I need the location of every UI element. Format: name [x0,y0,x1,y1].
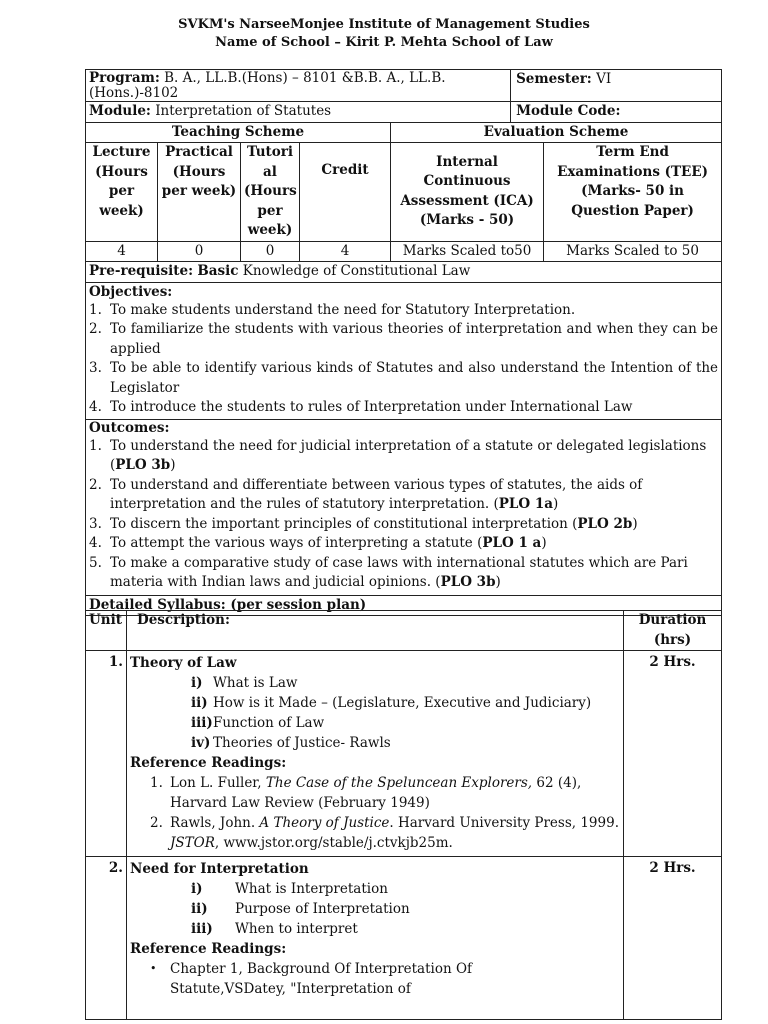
evaluation-scheme-heading: Evaluation Scheme [391,122,722,143]
prerequisite-label: Pre-requisite: [89,263,194,279]
syllabus-title: Detailed Syllabus: (per session plan) [86,595,722,616]
reference-item: 1. Lon L. Fuller, The Case of the Speluncean Explorers, 62 (4), Harvard Law Review (February 1949) [150,775,582,811]
topic-item: i) What is Law [191,675,298,691]
unit-description [127,857,624,1020]
credit-value: 4 [300,241,391,262]
module-code-cell [511,102,722,123]
semester-value: VI [596,71,612,87]
practical-header: Practical (Hours per week) [158,143,241,242]
outcomes-title: Outcomes: [89,419,170,436]
topic-item: i) What is Interpretation [191,881,388,897]
lecture-header: Lecture (Hours per week) [86,143,158,242]
topic-item: iii) When to interpret [191,921,358,937]
reference-list [130,773,620,853]
credit-header: Credit [300,143,391,242]
ica-value: Marks Scaled to50 [391,241,544,262]
module-cell [86,102,511,123]
lecture-value: 4 [86,241,158,262]
objective-item: 3. To be able to identify various kinds of Statutes and also understand the Intention of the Legislator [89,360,719,396]
module-value: Interpretation of Statutes [155,103,332,119]
outcome-item: 4. To attempt the various ways of interpreting a statute (PLO 1 a) [89,535,547,551]
objective-item: 2. To familiarize the students with various theories of interpretation and when they can be applied [89,321,719,357]
ica-header: Internal Continuous Assessment (ICA) (Marks - 50) [391,143,544,242]
unit-number: 2. [86,857,127,1020]
topic-list [130,673,620,753]
semester-label: Semester: [516,71,592,87]
semester-cell [511,70,722,102]
reference-item: 2. Rawls, John. A Theory of Justice. Harvard University Press, 1999. JSTOR, www.jstor.org/stable/j.ctvkjb25m. [150,815,619,851]
school-name: Name of School – Kirit P. Mehta School of Law [215,35,553,50]
syllabus-table [85,610,722,1020]
unit-title: Theory of Law [130,655,237,671]
topic-item: iii) Function of Law [191,715,325,731]
prerequisite-text: Knowledge of Constitutional Law [242,263,471,279]
outcome-item: 3. To discern the important principles of constitutional interpretation (PLO 2b) [89,515,638,532]
objectives-title: Objectives: [89,283,173,300]
program-value: B. A., LL.B.(Hons) – 8101 &B.B. A., LL.B. (Hons.)-8102 [89,70,446,101]
duration-column-header: Duration (hrs) [624,611,722,651]
program-label: Program: [89,70,160,86]
objective-item: 1. To make students understand the need for Statutory Interpretation. [89,301,576,318]
unit-description [127,651,624,857]
objectives-section [86,282,722,419]
unit-duration: 2 Hrs. [624,651,722,857]
topic-item: iv) Theories of Justice- Rawls [191,735,391,751]
outcomes-section [86,419,722,595]
teaching-scheme-heading: Teaching Scheme [86,122,391,143]
module-label: Module: [89,103,151,119]
course-info-table [85,69,722,616]
topic-item: ii) How is it Made – (Legislature, Executive and Judiciary) [191,695,592,711]
unit-duration: 2 Hrs. [624,857,722,1020]
tee-value: Marks Scaled to 50 [544,241,722,262]
tee-header: Term End Examinations (TEE) (Marks- 50 in Question Paper) [544,143,722,242]
description-column-header: Description: [127,611,624,651]
reference-readings-title: Reference Readings: [130,941,287,957]
unit-number: 1. [86,651,127,857]
topic-list [130,879,620,939]
objective-item: 4. To introduce the students to rules of Interpretation under International Law [89,399,633,415]
outcome-item: 2. To understand and differentiate between various types of statutes, the aids of interpretation and the rules of statutory interpretation. (PLO 1a) [89,476,643,512]
practical-value: 0 [158,241,241,262]
tutorial-value: 0 [241,241,300,262]
unit-column-header: Unit [86,611,127,651]
outcome-item: 1. To understand the need for judicial interpretation of a statute or delegated legislations (PLO 3b) [89,437,707,473]
institute-name: SVKM's NarseeMonjee Institute of Management Studies [178,17,590,32]
prerequisite-row [86,262,722,283]
prerequisite-bold-word: Basic [197,263,239,279]
unit-title: Need for Interpretation [130,861,309,877]
reference-item: • Chapter 1, Background Of Interpretation Of Statute,VSDatey, "Interpretation of [150,961,473,997]
topic-item: ii) Purpose of Interpretation [191,901,410,917]
reference-readings-title: Reference Readings: [130,755,287,771]
outcome-item: 5. To make a comparative study of case laws with international statutes which are Pari materia with Indian laws and judicial opinions. (PLO 3b) [89,554,688,590]
tutorial-header: Tutori al (Hours per week) [241,143,300,242]
program-cell [86,70,511,102]
module-code-label: Module Code: [516,103,621,119]
reference-list [130,959,480,999]
